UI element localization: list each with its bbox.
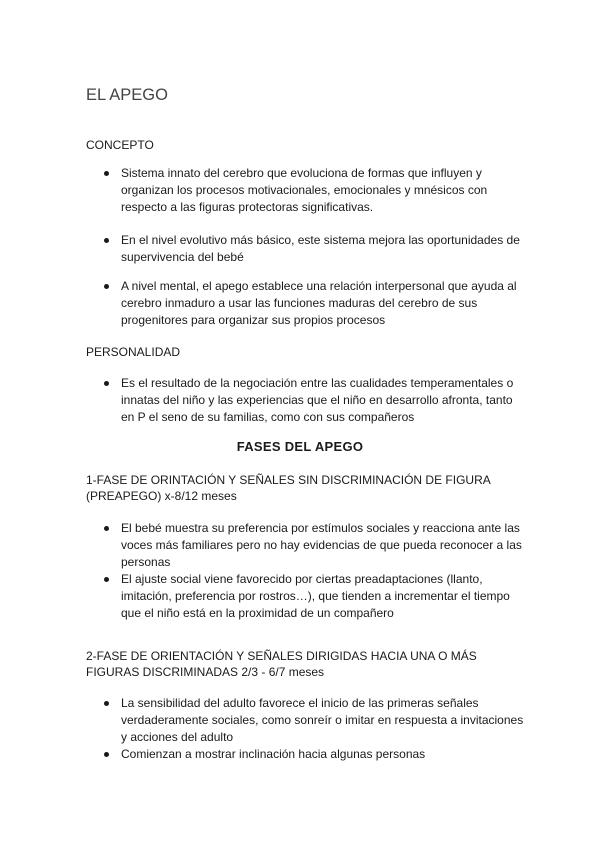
bullet-icon [104, 238, 109, 243]
bullet-icon [104, 526, 109, 531]
bullet-icon [104, 752, 109, 757]
bullet-icon [104, 284, 109, 289]
section-heading-personalidad: PERSONALIDAD [86, 345, 181, 359]
list-item [104, 571, 524, 622]
list-item [104, 232, 524, 266]
bullet-icon [104, 701, 109, 706]
list-item [104, 520, 524, 571]
concepto-list [104, 165, 524, 216]
list-item-text: La sensibilidad del adulto favorece el inicio de las primeras señales verdaderamente sociales, como sonreír o imitar en respuesta a invitaciones y acciones del adulto [121, 696, 524, 744]
list-item-text: Comienzan a mostrar inclinación hacia algunas personas [121, 747, 426, 761]
fase1-list [104, 520, 524, 622]
list-item-text: A nivel mental, el apego establece una relación interpersonal que ayuda al cerebro inmaduro a usar las funciones maduras del cerebro de sus progenitores para organizar sus propios procesos [121, 279, 517, 327]
list-item-text: El ajuste social viene favorecido por ciertas preadaptaciones (llanto, imitación, preferencia por rostros…), que tienden a incrementar el tiempo que el niño está en la proximidad de un compañero [121, 572, 510, 620]
concepto-list [104, 278, 524, 329]
list-item-text: El bebé muestra su preferencia por estímulos sociales y reacciona ante las voces más familiares pero no hay evidencias de que pueda reconocer a las personas [121, 521, 522, 569]
section-heading-fase2: 2-FASE DE ORIENTACIÓN Y SEÑALES DIRIGIDAS HACIA UNA O MÁS FIGURAS DISCRIMINADAS 2/3 - 6/7 meses [86, 649, 477, 679]
personalidad-list [104, 375, 524, 426]
list-item-text: Sistema innato del cerebro que evoluciona de formas que influyen y organizan los procesos motivacionales, emocionales y mnésicos con respecto a las figuras protectoras significativas. [121, 166, 488, 214]
list-item [104, 695, 524, 746]
concepto-list [104, 232, 524, 266]
bullet-icon [104, 577, 109, 582]
list-item [104, 165, 524, 216]
bullet-icon [104, 171, 109, 176]
fases-title: FASES DEL APEGO [236, 439, 364, 454]
bullet-icon [104, 381, 109, 386]
fase2-list [104, 695, 524, 763]
list-item [104, 375, 524, 426]
section-heading-fase1: 1-FASE DE ORINTACIÓN Y SEÑALES SIN DISCRIMINACIÓN DE FIGURA (PREAPEGO) x-8/12 meses [86, 473, 491, 503]
list-item-text: Es el resultado de la negociación entre las cualidades temperamentales o innatas del niño y las experiencias que el niño en desarrollo afronta, tanto en P el seno de su familias, como con sus compañeros [121, 376, 514, 424]
list-item [104, 746, 524, 763]
document-title: EL APEGO [86, 86, 168, 104]
list-item-text: En el nivel evolutivo más básico, este sistema mejora las oportunidades de supervivencia del bebé [121, 233, 520, 264]
section-heading-concepto: CONCEPTO [86, 138, 154, 152]
list-item [104, 278, 524, 329]
